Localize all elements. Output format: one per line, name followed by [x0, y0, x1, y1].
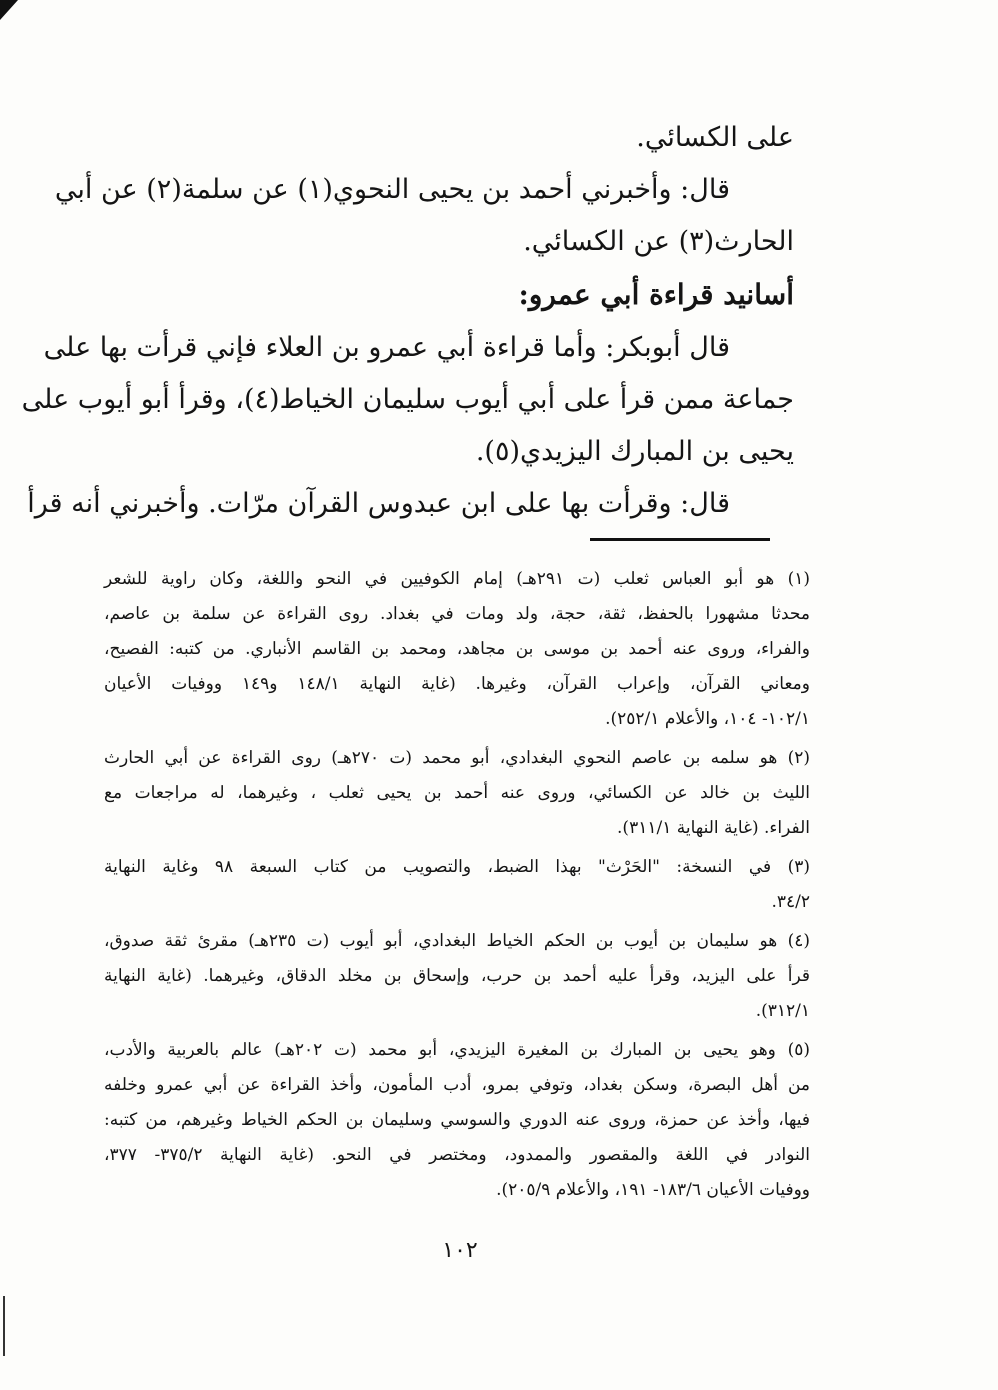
main-line-2: قال: وأخبرني أحمد بن يحيى النحوي(١) عن سلمة(٢) عن أبي [54, 174, 730, 205]
footnote-line: ومعاني القرآن، وإعراب القرآن، وغيرها. (غاية النهاية ١٤٨/١ و١٤٩ ووفيات الأعيان [104, 674, 810, 694]
footnote-4 [104, 924, 810, 1029]
footnote-line: (٥) وهو يحيى بن المبارك بن المغيرة اليزيدي، أبو محمد (ت ٢٠٢هـ) عالم بالعربية والأدب، [104, 1040, 810, 1060]
footnote-separator [590, 538, 770, 541]
page-number: ١٠٢ [442, 1238, 478, 1263]
footnote-1 [104, 562, 810, 737]
main-text-block [21, 112, 794, 530]
main-line-8: قال: وقرأت بها على ابن عبدوس القرآن مرّات. وأخبرني أنه قرأ [27, 488, 730, 519]
footnote-3 [104, 850, 810, 920]
corner-mark [0, 0, 18, 20]
footnote-line: الليث بن خالد عن الكسائي، وروى عنه أحمد بن يحيى ثعلب ، وغيرهما، له مراجعات مع [104, 783, 810, 803]
footnote-line: (٤) هو سليمان بن أيوب بن الحكم الخياط البغدادي، أبو أيوب (ت ٢٣٥هـ) مقرئ ثقة صدوق، [104, 931, 810, 951]
main-line-3: الحارث(٣) عن الكسائي. [523, 226, 794, 257]
footnote-line: والفراء، وروى عنه أحمد بن موسى بن مجاهد، ومحمد بن القاسم الأنباري. من كتبه: الفصيح، [104, 639, 810, 659]
footnotes-block [104, 562, 810, 1208]
footnote-line: (١) هو أبو العباس ثعلب (ت ٢٩١هـ) إمام الكوفيين في النحو واللغة، وكان راوية للشعر [104, 569, 810, 589]
footnote-line: ١٠٢/١- ١٠٤، والأعلام ٢٥٢/١). [605, 709, 810, 729]
footnote-line: قرأ على اليزيد، وقرأ عليه أحمد بن حرب، وإسحاق بن مخلد الدقاق، وغيرهما. (غاية النهاية [104, 966, 810, 986]
footnote-line: ٣٤/٢. [771, 892, 810, 912]
footnote-line: النوادر في اللغة والمقصور والممدود، ومختصر في النحو. (غاية النهاية ٣٧٥/٢- ٣٧٧، [104, 1145, 811, 1165]
main-line-6: جماعة ممن قرأ على أبي أيوب سليمان الخياط(٤)، وقرأ أبو أيوب على [21, 384, 794, 415]
footnote-2 [104, 741, 810, 846]
footnote-line: ٣١٢/١). [755, 1001, 810, 1021]
footnote-line: ووفيات الأعيان ١٨٣/٦- ١٩١، والأعلام ٢٠٥/٩). [496, 1180, 810, 1200]
main-line-5: قال أبوبكر: وأما قراءة أبي عمرو بن العلاء فإني قرأت بها على [43, 332, 730, 363]
footnote-line: (٣) في النسخة: "الحَرْث" بهذا الضبط، والتصويب من كتاب السبعة ٩٨ وغاية النهاية [104, 857, 810, 877]
main-line-7: يحيى بن المبارك اليزيدي(٥). [475, 436, 794, 467]
section-heading: أسانيد قراءة أبي عمرو: [518, 278, 794, 311]
footnote-5 [104, 1033, 810, 1208]
footnote-line: من أهل البصرة، وسكن بغداد، وتوفي بمرو، أدب المأمون، وأخذ القراءة عن أبي عمرو وخلفه [104, 1075, 810, 1095]
scan-edge-line [3, 1296, 5, 1356]
footnote-line: محدثا مشهورا بالحفظ، ثقة، حجة، ولد ومات في بغداد. روى القراءة عن سلمة بن عاصم، [104, 604, 810, 624]
main-line-1: على الكسائي. [636, 122, 794, 153]
footnote-line: فيها، وأخذ عن حمزة، وروى عنه الدوري والسوسي وسليمان بن الحكم الخياط وغيرهم، من كتبه: [104, 1110, 810, 1130]
footnote-line: (٢) هو سلمه بن عاصم النحوي البغدادي، أبو محمد (ت ٢٧٠هـ) روى القراءة عن أبي الحارث [104, 748, 810, 768]
footnote-line: الفراء. (غاية النهاية ٣١١/١). [617, 818, 810, 838]
